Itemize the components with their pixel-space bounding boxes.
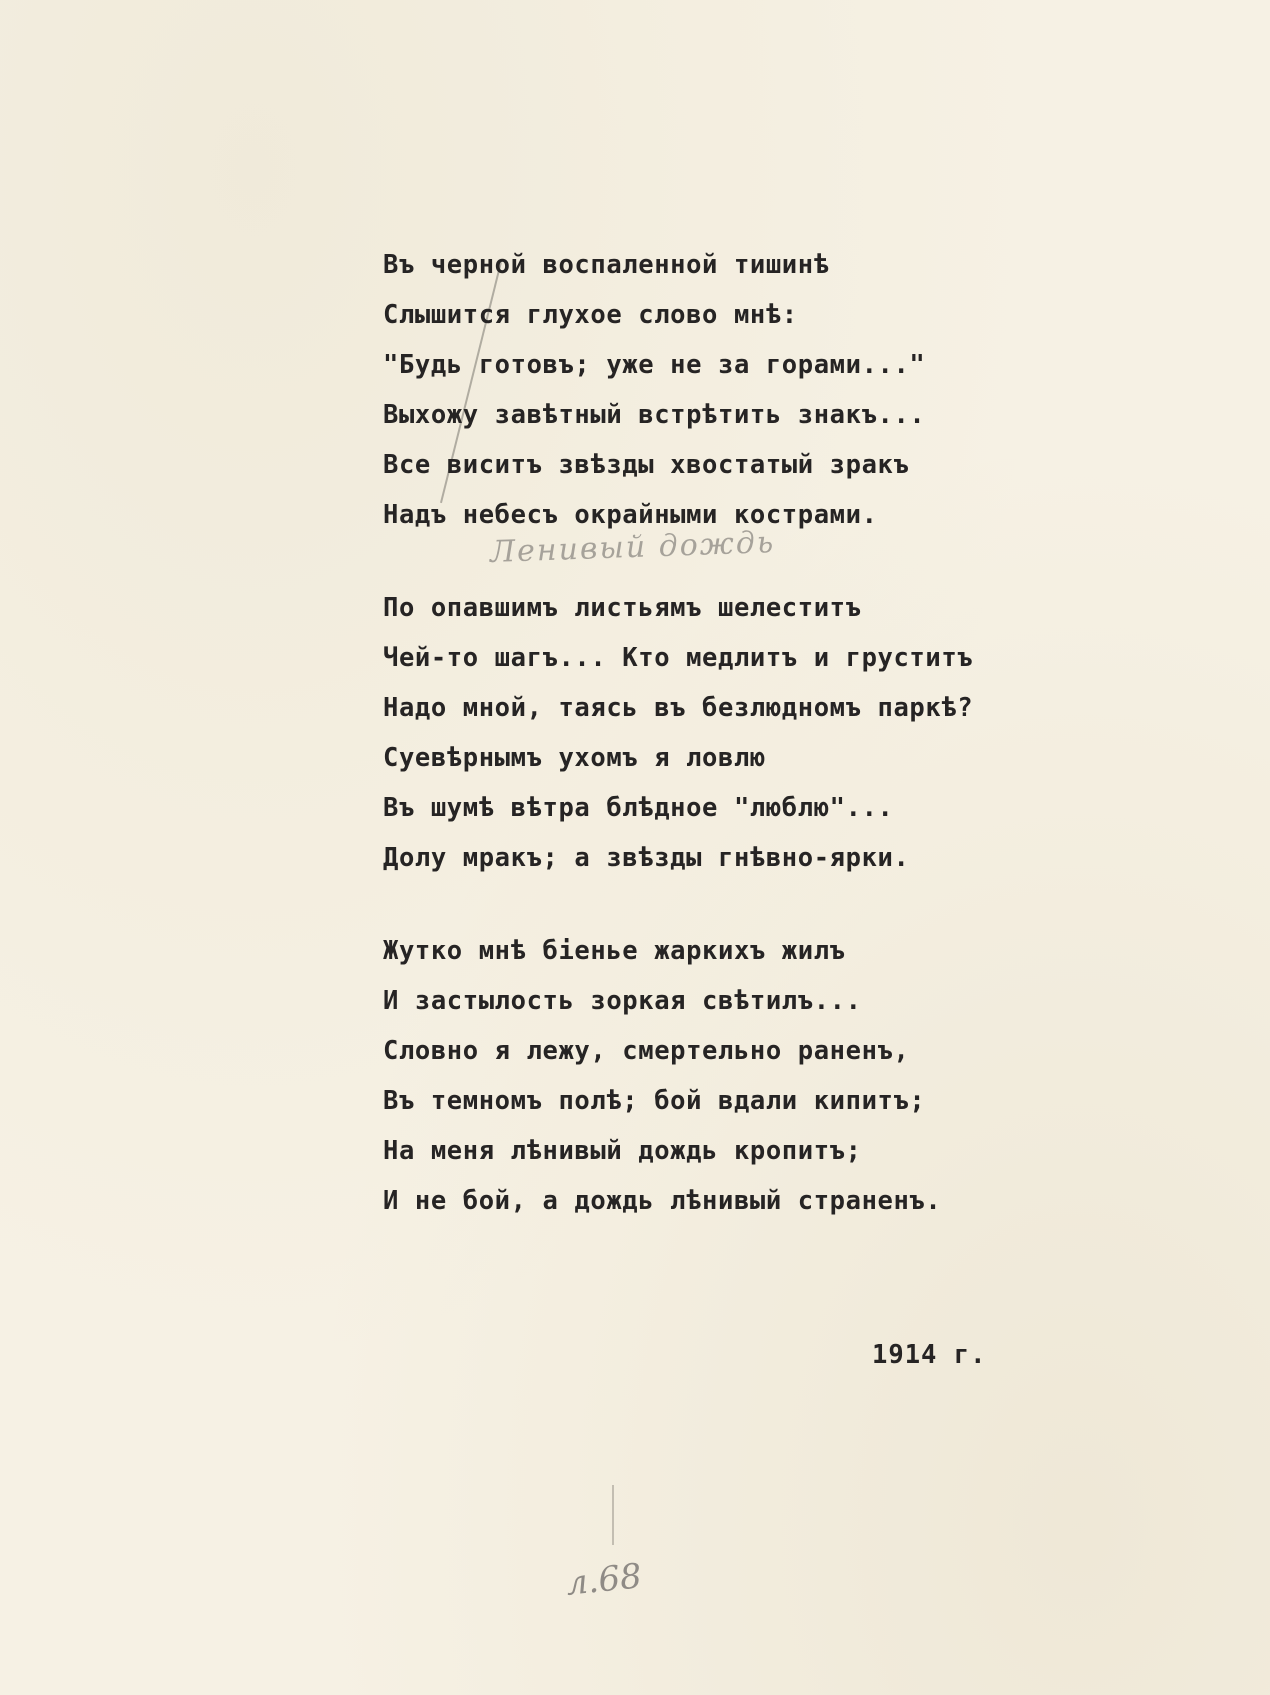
poem-line: Въ темномъ полѣ; бой вдали кипитъ; (383, 1086, 926, 1116)
poem-text (383, 240, 1043, 1226)
poem-line: Въ шумѣ вѣтра блѣдное "люблю"... (383, 793, 894, 823)
poem-line: Все виситъ звѣзды хвостатый зракъ (383, 450, 910, 480)
poem-date: 1914 г. (872, 1340, 987, 1370)
poem-line: И не бой, а дождь лѣнивый страненъ. (383, 1186, 942, 1216)
poem-line: Надъ небесъ окрайными кострами. (383, 500, 878, 530)
stanza-1 (383, 240, 1043, 540)
poem-line: Словно я лежу, смертельно раненъ, (383, 1036, 910, 1066)
stanza-3 (383, 926, 1043, 1226)
stanza-gap (383, 883, 1043, 926)
stanza-2 (383, 583, 1043, 883)
poem-line: Слышится глухое слово мнѣ: (383, 300, 798, 330)
poem-line: "Будь готовъ; уже не за горами..." (383, 350, 926, 380)
poem-line: На меня лѣнивый дождь кропитъ; (383, 1136, 862, 1166)
poem-line: Надо мной, таясь въ безлюдномъ паркѣ? (383, 693, 974, 723)
pencil-annotation: Ленивый дождь (489, 525, 776, 570)
poem-line: Въ черной воспаленной тишинѣ (383, 250, 830, 280)
poem-line: Выхожу завѣтный встрѣтить знакъ... (383, 400, 926, 430)
poem-line: Чей-то шагъ... Кто медлитъ и груститъ (383, 643, 974, 673)
poem-line: Суевѣрнымъ ухомъ я ловлю (383, 743, 766, 773)
folio-number: л.68 (564, 1556, 644, 1604)
poem-line: И застылость зоркая свѣтилъ... (383, 986, 862, 1016)
poem-line: Долу мракъ; а звѣзды гнѣвно-ярки. (383, 843, 910, 873)
poem-line: По опавшимъ листьямъ шелеститъ (383, 593, 862, 623)
poem-line: Жутко мнѣ біенье жаркихъ жилъ (383, 936, 846, 966)
pencil-mark (612, 1485, 614, 1545)
